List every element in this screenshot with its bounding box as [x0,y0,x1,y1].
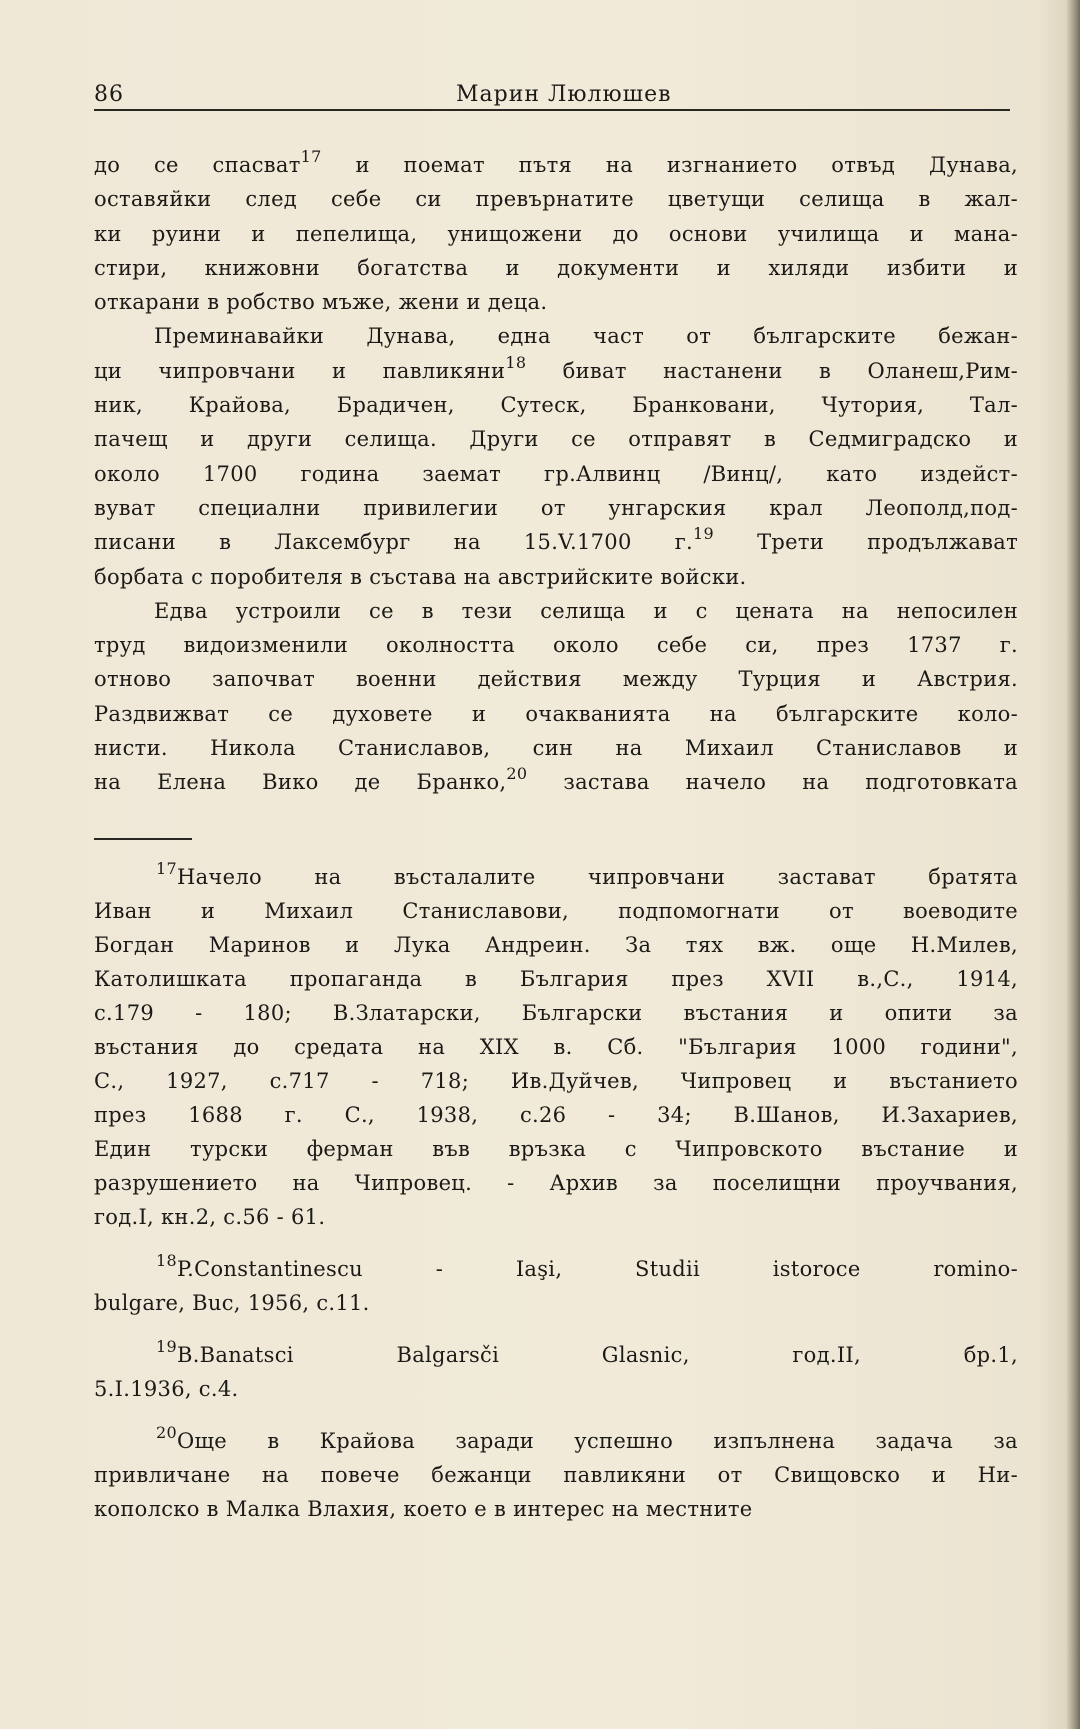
body-line: Едва устроили се в тези селища и с цената на непосилен [154,598,1018,623]
footnote-17-line: въстания до средата на XIX в. Сб. "България 1000 години", [94,1035,1018,1059]
footnote-ref-18: 18 [505,352,527,372]
footnote-17-line: Иван и Михаил Станиславови, подпомогнати от воеводите [94,899,1018,923]
footnote-ref-17: 17 [300,147,322,166]
footnote-17-line: през 1688 г. С., 1938, с.26 - 34; В.Шанов, И.Захариев, [94,1103,1018,1127]
body-line: откарани в робство мъже, жени и деца. [94,290,548,315]
body-line [94,765,1018,799]
body-line: ник, Крайова, Брадичен, Сутеск, Бранковани, Чутория, Тал- [94,393,1018,418]
body-text-segment: и поемат пътя на изгнанието отвъд Дунава, [321,153,1019,177]
footnote-19-line: 5.I.1936, с.4. [94,1377,239,1401]
body-text-segment: биват настанени в Оланеш,Рим- [526,358,1019,383]
footnote-text: Още в Крайова заради успешно изпълнена задача за [176,1429,1018,1453]
footnote-18-line [94,1252,1018,1286]
body-line: стири, книжовни богатства и документи и хиляди избити и [94,255,1018,280]
body-line: ки руини и пепелища, унищожени до основи училища и мана- [94,221,1018,246]
footnote-17-line: Католишката пропаганда в България през XVII в.,С., 1914, [94,967,1018,991]
footnote-number-20: 20 [156,1423,177,1442]
body-line: нисти. Никола Станиславов, син на Михаил Станиславов и [94,736,1018,761]
footnote-number-18: 18 [156,1251,177,1270]
footnote-ref-20: 20 [506,764,528,784]
body-line: труд видоизменили околността около себе си, през 1737 г. [94,633,1018,658]
footnote-18-line: bulgare, Buc, 1956, с.11. [94,1291,370,1315]
footnote-number-17: 17 [156,859,177,878]
body-line [94,525,1018,559]
header-rule [94,109,1010,111]
body-line: отново започват военни действия между Турция и Австрия. [94,667,1018,692]
footnote-text: B.Banatsci Balgarsči Glasnic, год.II, бр.1, [176,1343,1018,1367]
footnote-17-line: Богдан Маринов и Лука Андреин. За тях вж. още Н.Милев, [94,933,1018,957]
body-line: борбата с поробителя в състава на австрийските войски. [94,564,747,589]
running-title: Марин Люлюшев [456,82,672,107]
footnote-rule [94,838,192,840]
body-text-segment: на Елена Вико де Бранко, [94,770,507,795]
footnote-20-line [94,1424,1018,1458]
footnote-ref-19: 19 [693,524,714,544]
footnote-20-line: кополско в Малка Влахия, което е в интерес на местните [94,1497,753,1521]
page-edge-shadow [1066,0,1080,1729]
body-line: оставяйки след себе си превърнатите цветущи селища в жал- [94,187,1018,212]
footnote-number-19: 19 [156,1337,177,1356]
footnotes [94,860,1018,1526]
body-line [94,148,1018,182]
body-text-segment: Трети продължават [713,530,1018,555]
page-header [94,82,1010,112]
page-number: 86 [94,82,124,107]
footnote-17-line: год.I, кн.2, с.56 - 61. [94,1205,326,1229]
footnote-17-line: разрушението на Чипровец. - Архив за поселищни проучвания, [94,1171,1018,1195]
footnote-19-line [94,1338,1018,1372]
footnote-17-line [94,860,1018,894]
footnote-text: P.Constantinescu - Iaşi, Studii istoroce romino- [176,1257,1018,1281]
body-line: около 1700 година заемат гр.Алвинц /Винц/, като издейст- [94,461,1018,486]
body-text-segment: застава начело на подготовката [527,770,1018,795]
body-text-segment: писани в Лаксембург на 15.V.1700 г. [94,530,693,555]
body-line: Преминавайки Дунава, една част от българските бежан- [154,324,1018,349]
body-line: Раздвижват се духовете и очакванията на българските коло- [94,701,1018,726]
footnote-20-line: привличане на повече бежанци павликяни от Свищовско и Ни- [94,1463,1018,1487]
body-text-segment: ци чипровчани и павликяни [94,358,506,383]
body-line [94,354,1018,388]
footnote-17-line: С., 1927, с.717 - 718; Ив.Дуйчев, Чипровец и въстанието [94,1069,1018,1093]
footnote-17-line: с.179 - 180; В.Златарски, Български въстания и опити за [94,1001,1018,1025]
footnote-text: Начело на въсталалите чипровчани застават братята [176,865,1018,889]
body-line: пачещ и други селища. Други се отправят в Седмиградско и [94,427,1018,452]
footnote-17-line: Един турски ферман във връзка с Чипровското въстание и [94,1137,1018,1161]
body-line: вуват специални привилегии от унгарския крал Леополд,под- [94,495,1018,520]
body-text-segment: до се спасват [94,153,301,177]
body-text [94,148,1018,800]
